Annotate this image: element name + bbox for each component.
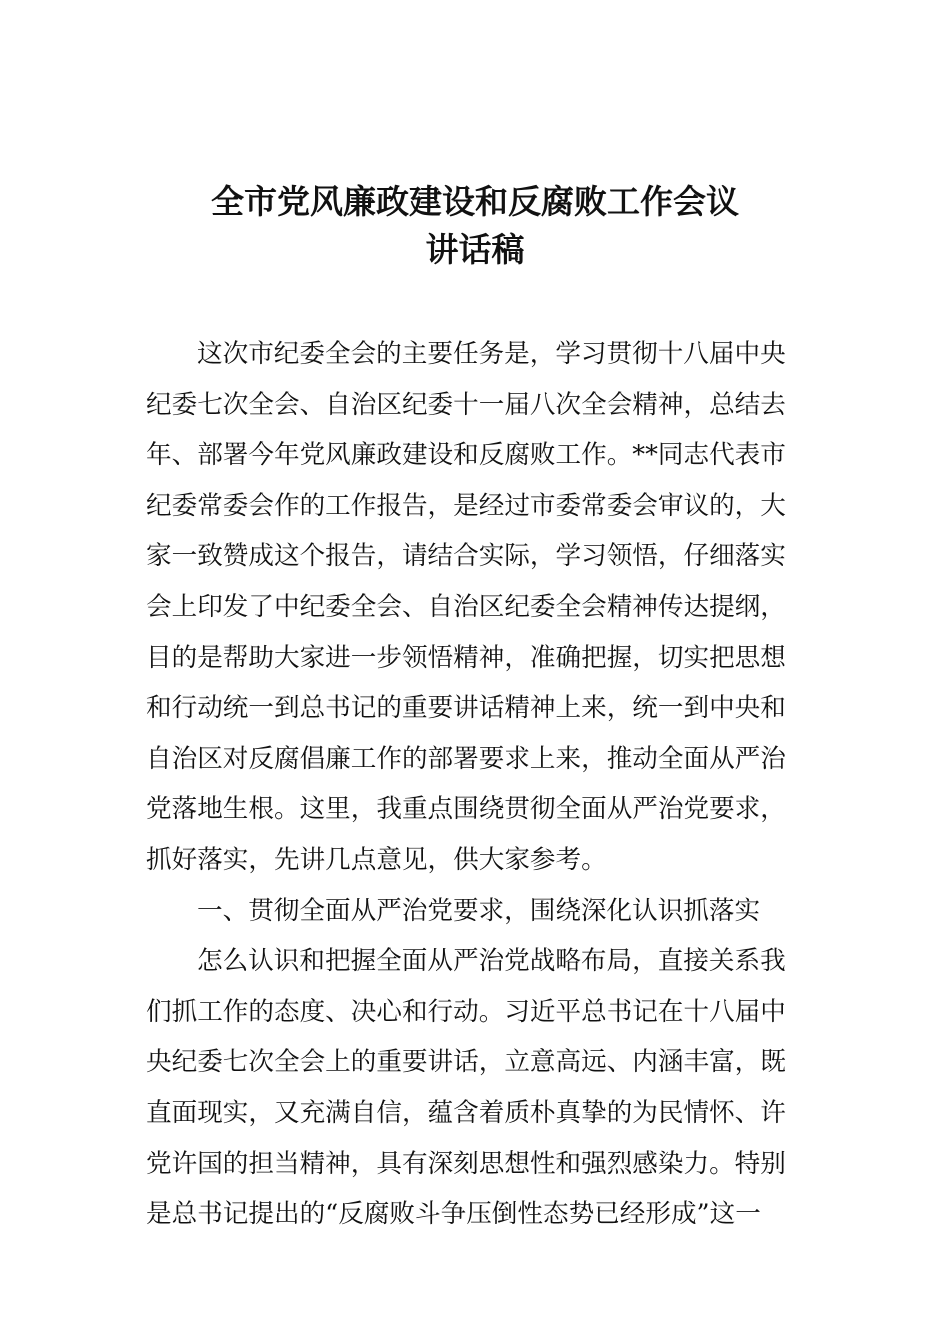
document-body	[146, 329, 806, 1240]
paragraph-line: 和行动统一到总书记的重要讲话精神上来，统一到中央和	[146, 693, 786, 724]
paragraph-line: 党许国的担当精神，具有深刻思想性和强烈感染力。特别	[146, 1148, 786, 1179]
section-heading: 一、贯彻全面从严治党要求，围绕深化认识抓落实	[197, 895, 761, 926]
paragraph-line: 抓好落实，先讲几点意见，供大家参考。	[146, 844, 607, 875]
paragraph-line: 年、部署今年党风廉政建设和反腐败工作。**同志代表市	[146, 440, 786, 471]
paragraph-line: 纪委七次全会、自治区纪委十一届八次全会精神，总结去	[146, 389, 786, 420]
paragraph-line: 纪委常委会作的工作报告，是经过市委常委会审议的，大	[146, 490, 786, 521]
paragraph-line: 目的是帮助大家进一步领悟精神，准确把握，切实把思想	[146, 642, 786, 673]
paragraph-line: 这次市纪委全会的主要任务是，学习贯彻十八届中央	[197, 339, 786, 369]
paragraph-line: 家一致赞成这个报告，请结合实际，学习领悟，仔细落实	[146, 541, 786, 572]
paragraph-line: 们抓工作的态度、决心和行动。习近平总书记在十八届中	[146, 996, 786, 1027]
paragraph-line: 央纪委七次全会上的重要讲话，立意高远、内涵丰富，既	[146, 1047, 786, 1078]
document-title-line-2: 讲话稿	[425, 230, 525, 269]
paragraph-line: 是总书记提出的“反腐败斗争压倒性态势已经形成”这一	[146, 1199, 761, 1230]
paragraph-line: 直面现实，又充满自信，蕴含着质朴真挚的为民情怀、许	[146, 1097, 786, 1128]
paragraph-line: 党落地生根。这里，我重点围绕贯彻全面从严治党要求，	[146, 794, 786, 825]
paragraph-line: 怎么认识和把握全面从严治党战略布局，直接关系我	[197, 946, 786, 977]
paragraph-line: 自治区对反腐倡廉工作的部署要求上来，推动全面从严治	[146, 743, 786, 774]
document-title-line-1: 全市党风廉政建设和反腐败工作会议	[211, 182, 739, 221]
paragraph-line: 会上印发了中纪委全会、自治区纪委全会精神传达提纲，	[146, 591, 786, 622]
